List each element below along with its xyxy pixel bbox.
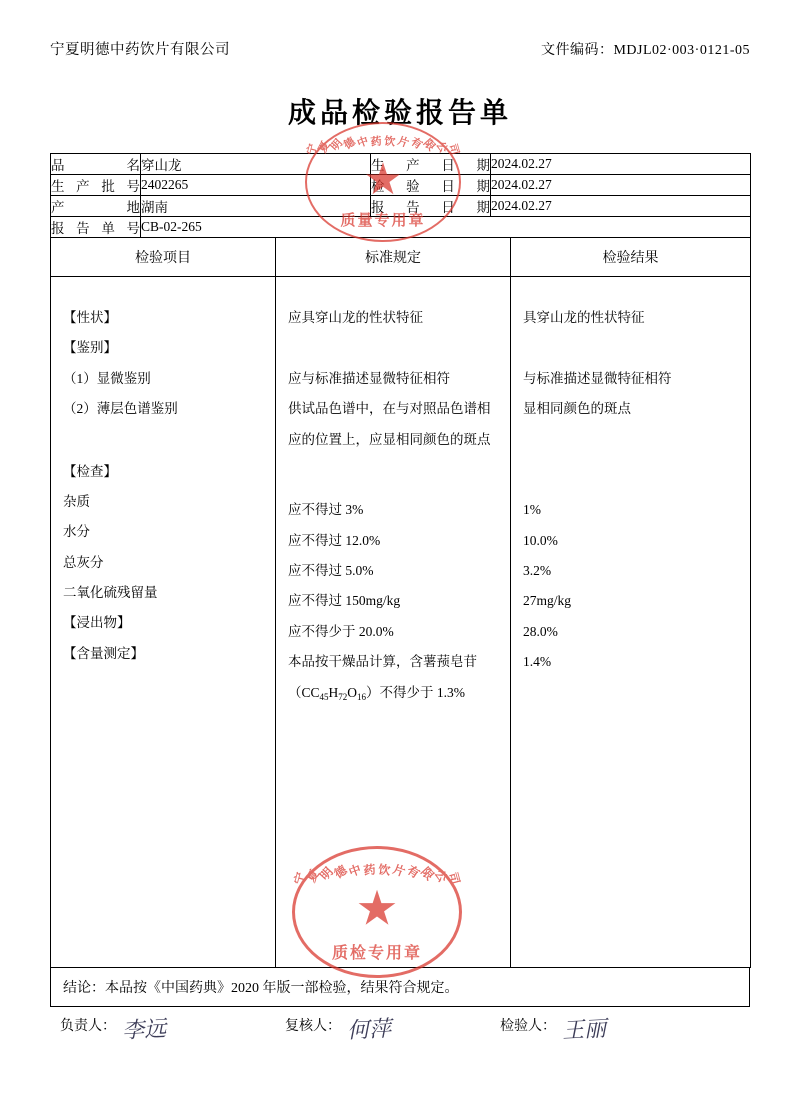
- info-table: [50, 153, 751, 238]
- item-name-jianbie-2: （2）薄层色谱鉴别: [63, 401, 178, 417]
- standard-hanliang-l2: [288, 678, 498, 708]
- stamp-bottom-text-bottom: 质检专用章: [331, 945, 422, 962]
- stamp-arc-text-top: 宁夏明德中药饮片有限公司: [305, 135, 461, 157]
- results-result-column: [511, 277, 751, 968]
- standard-jinchuwu: 应不得少于 20.0%: [288, 623, 394, 639]
- formula-o: O: [347, 684, 358, 700]
- standard-hanliang-l1: 本品按干燥品计算，含薯蓣皂苷: [288, 654, 477, 670]
- field-label-production-date: 生产日期: [371, 154, 491, 175]
- field-label-report-no: 报告单号: [51, 217, 141, 238]
- item-name-zazhi: 杂质: [63, 493, 90, 509]
- result-so2: 27mg/kg: [523, 593, 572, 609]
- table-row: [51, 196, 751, 217]
- stamp-bottom-text-top: 质量专用章: [340, 213, 426, 229]
- signature-label-manager: 负责人：: [60, 1019, 116, 1034]
- results-item-column: [51, 277, 276, 968]
- item-name-so2: 二氧化硫残留量: [63, 585, 158, 600]
- table-row: [51, 217, 751, 238]
- table-row: [51, 175, 751, 196]
- results-body-row: [51, 277, 751, 968]
- conclusion-label: 结论：: [63, 981, 105, 996]
- result-xingzhuang: 具穿山龙的性状特征: [523, 310, 645, 325]
- conclusion-row: [51, 968, 750, 1007]
- item-name-xingzhuang: 【性状】: [63, 310, 117, 325]
- standard-jianbie-1: 应与标准描述显微特征相符: [288, 370, 450, 386]
- field-value-origin: 湖南: [141, 196, 371, 217]
- signature-inspector: [500, 1013, 730, 1065]
- field-value-report-date: 2024.02.27: [491, 196, 751, 217]
- results-table: [50, 237, 751, 968]
- signature-name-manager: 李远: [121, 1016, 167, 1044]
- stamp-arc-text-bottom: 宁夏明德中药饮片有限公司: [291, 862, 463, 887]
- signature-reviewer: [285, 1013, 500, 1065]
- document-code: [541, 39, 750, 59]
- conclusion-text: 本品按《中国药典》2020 年版一部检验，结果符合规定。: [105, 981, 459, 996]
- field-label-product-name: 品 名: [51, 154, 141, 175]
- formula-c: C: [310, 684, 320, 700]
- item-name-jinchuwu: 【浸出物】: [63, 615, 131, 631]
- result-jianbie-1: 与标准描述显微特征相符: [523, 370, 672, 386]
- table-row: [51, 154, 751, 175]
- result-hanliang: 1.4%: [523, 654, 552, 670]
- signature-manager: [60, 1013, 285, 1065]
- formula-prefix: （C: [288, 684, 311, 700]
- result-zonghuifen: 3.2%: [523, 563, 552, 578]
- standard-shuifen: 应不得过 12.0%: [288, 532, 381, 548]
- standard-jianbie-2-l1: 供试品色谱中，在与对照品色谱相: [288, 401, 491, 417]
- formula-o-sub: 16: [357, 691, 367, 702]
- item-name-jianbie-1: （1）显微鉴别: [63, 370, 151, 386]
- standard-zonghuifen: 应不得过 5.0%: [288, 563, 374, 578]
- results-header-item: 检验项目: [51, 238, 276, 277]
- result-jinchuwu: 28.0%: [523, 623, 558, 639]
- result-zazhi: 1%: [523, 502, 541, 518]
- results-header-standard: 标准规定: [276, 238, 511, 277]
- document-code-value: MDJL02·003·0121-05: [613, 43, 750, 58]
- field-value-batch-no: 2402265: [141, 175, 371, 196]
- item-name-zonghuifen: 总灰分: [63, 554, 104, 570]
- signature-label-reviewer: 复核人：: [285, 1019, 341, 1034]
- results-standard-column: [276, 277, 511, 968]
- item-name-jiancha: 【检查】: [63, 463, 117, 479]
- document-header: [50, 38, 750, 59]
- item-name-hanliang: 【含量测定】: [63, 645, 144, 661]
- results-header-result: 检验结果: [511, 238, 751, 277]
- star-icon: ★: [355, 882, 399, 936]
- field-value-product-name: 穿山龙: [141, 154, 371, 175]
- field-value-report-no: CB-02-265: [141, 217, 751, 238]
- star-icon: ★: [363, 154, 403, 204]
- item-name-shuifen: 水分: [63, 524, 90, 540]
- field-label-report-date: 报告日期: [371, 196, 491, 217]
- result-shuifen: 10.0%: [523, 532, 558, 548]
- field-label-origin: 产 地: [51, 196, 141, 217]
- standard-zazhi: 应不得过 3%: [288, 502, 364, 518]
- result-jianbie-2: 显相同颜色的斑点: [523, 401, 631, 417]
- field-value-production-date: 2024.02.27: [491, 154, 751, 175]
- signature-row: [50, 1013, 750, 1065]
- signature-name-reviewer: 何萍: [346, 1016, 392, 1044]
- standard-so2: 应不得过 150mg/kg: [288, 593, 401, 609]
- document-code-label: 文件编码：: [540, 43, 614, 58]
- field-label-batch-no: 生产批号: [51, 175, 141, 196]
- formula-h-sub: 72: [338, 691, 348, 702]
- field-value-inspection-date: 2024.02.27: [491, 175, 751, 196]
- company-name: 宁夏明德中药饮片有限公司: [50, 42, 230, 58]
- results-header-row: [51, 238, 751, 277]
- formula-c-sub: 45: [319, 691, 329, 702]
- standard-jianbie-2-l2: 应的位置上，应显相同颜色的斑点: [288, 431, 491, 447]
- item-name-jianbie: 【鉴别】: [63, 340, 117, 356]
- conclusion-cell: [51, 968, 750, 1007]
- conclusion-table: [50, 967, 750, 1007]
- signature-name-inspector: 王丽: [561, 1016, 607, 1044]
- field-label-inspection-date: 检验日期: [371, 175, 491, 196]
- formula-suffix: ）不得少于 1.3%: [366, 684, 466, 700]
- standard-xingzhuang: 应具穿山龙的性状特征: [288, 310, 423, 325]
- page-title: 成品检验报告单: [287, 98, 512, 129]
- signature-label-inspector: 检验人：: [500, 1019, 556, 1034]
- formula-h: H: [328, 684, 339, 700]
